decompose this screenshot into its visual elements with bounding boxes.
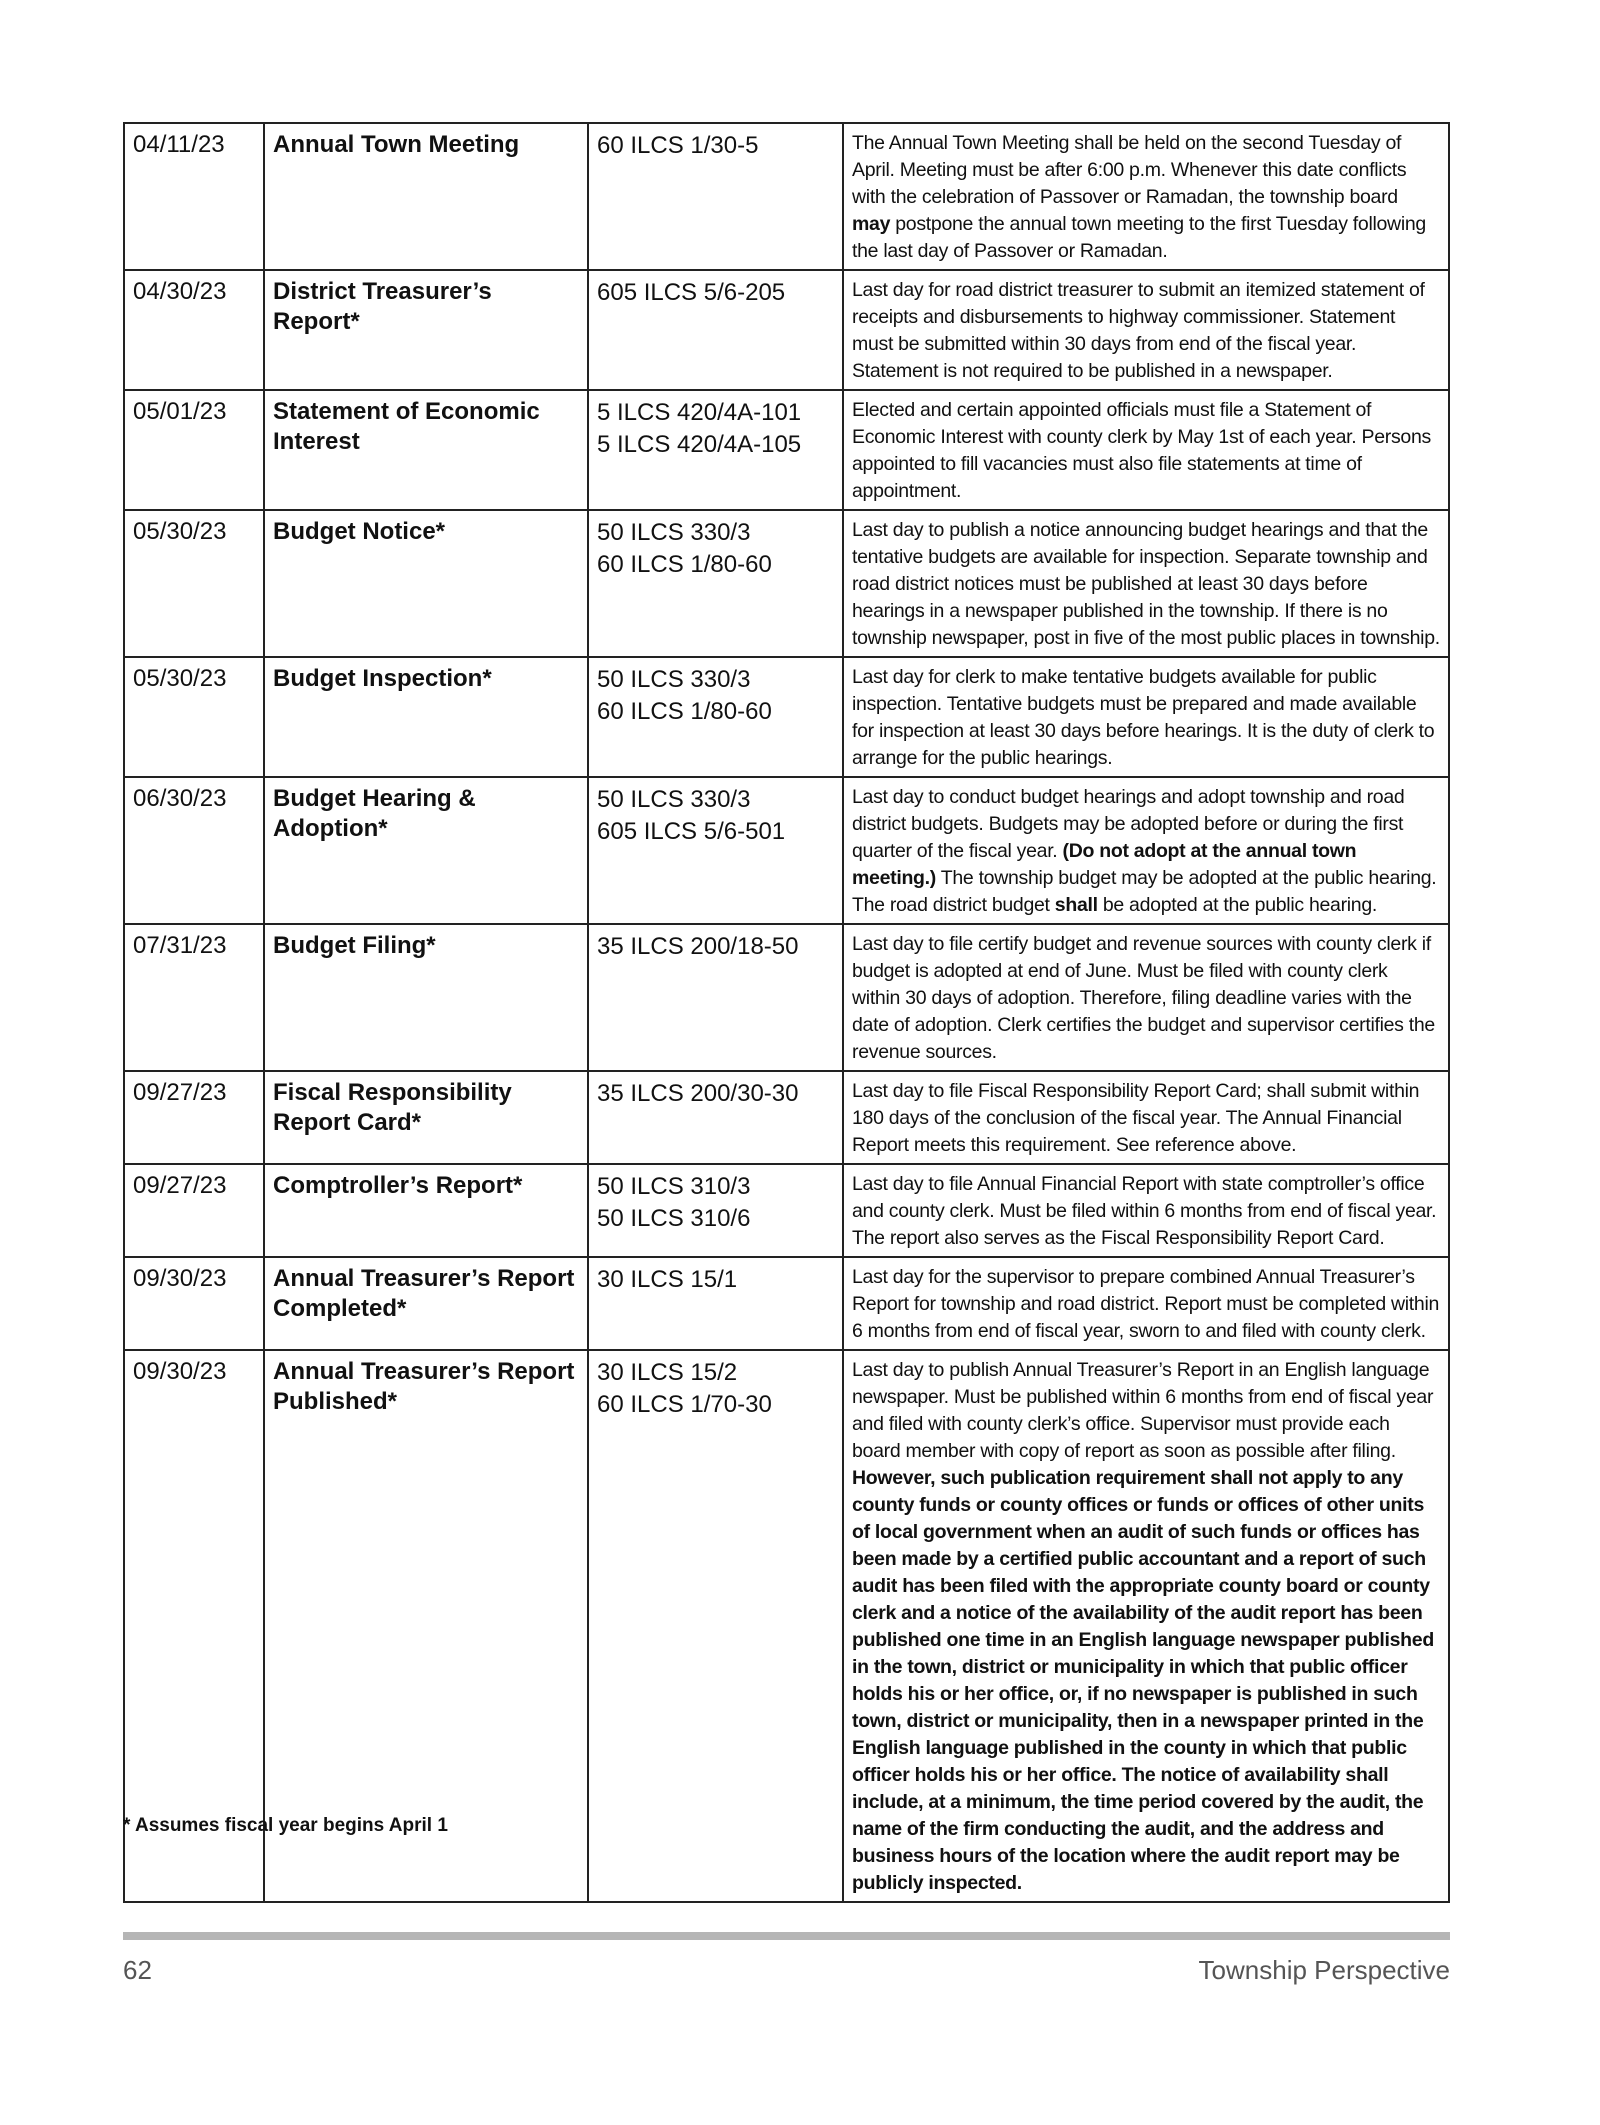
statute-citation: [588, 1350, 843, 1902]
deadline-description: Last day to file certify budget and revenue sources with county clerk if budget is adopted at end of June. Must be filed with county clerk within 30 days of adoption. Therefore, filing deadline varies with the date of adoption. Clerk certifies the budget and supervisor certifies the revenue sources.: [843, 924, 1449, 1071]
statute-citation: [588, 1164, 843, 1257]
table-row: [124, 390, 1449, 510]
deadline-date: 09/30/23: [124, 1350, 264, 1902]
description-emphasis: may: [852, 213, 891, 235]
table-row: [124, 1164, 1449, 1257]
deadline-description: Last day for the supervisor to prepare combined Annual Treasurer’s Report for township and road district. Report must be completed within 6 months from end of fiscal year, sworn to and filed with county clerk.: [843, 1257, 1449, 1350]
citation-line: 5 ILCS 420/4A-101: [597, 399, 802, 426]
table-row: [124, 270, 1449, 390]
statute-citation: [588, 924, 843, 1071]
deadline-title: Statement of Economic Interest: [264, 390, 588, 510]
citation-line: 35 ILCS 200/30-30: [597, 1080, 799, 1107]
citation-line: 35 ILCS 200/18-50: [597, 933, 799, 960]
citation-line: 605 ILCS 5/6-501: [597, 818, 786, 845]
citation-line: 5 ILCS 420/4A-105: [597, 431, 802, 458]
deadline-date: 09/27/23: [124, 1071, 264, 1164]
deadline-description: Last day to file Annual Financial Report with state comptroller’s office and county clerk. Must be filed within 6 months from end of fiscal year. The report also serves as the Fiscal Responsibility Report Card.: [843, 1164, 1449, 1257]
citation-line: 60 ILCS 1/30-5: [597, 132, 759, 159]
deadline-date: 09/30/23: [124, 1257, 264, 1350]
description-emphasis: (Do not adopt at the annual town meeting.): [852, 840, 1357, 889]
description-emphasis: shall: [1054, 894, 1098, 916]
deadline-date: 07/31/23: [124, 924, 264, 1071]
deadlines-table: [123, 122, 1450, 1903]
deadline-description: Last day for road district treasurer to submit an itemized statement of receipts and disbursements to highway commissioner. Statement must be submitted within 30 days from end of the fiscal year. Statement is not required to be published in a newspaper.: [843, 270, 1449, 390]
table-row: [124, 510, 1449, 657]
citation-line: 60 ILCS 1/80-60: [597, 698, 772, 725]
deadline-description: [843, 1350, 1449, 1902]
description-text: postpone the annual town meeting to the first Tuesday following the last day of Passover or Ramadan.: [852, 213, 1426, 262]
deadline-title: Budget Filing*: [264, 924, 588, 1071]
citation-line: 50 ILCS 330/3: [597, 666, 751, 693]
statute-citation: [588, 390, 843, 510]
citation-line: 30 ILCS 15/2: [597, 1359, 738, 1386]
citation-line: 60 ILCS 1/70-30: [597, 1391, 772, 1418]
statute-citation: [588, 657, 843, 777]
statute-citation: [588, 1071, 843, 1164]
deadline-date: 05/30/23: [124, 510, 264, 657]
deadline-title: Budget Hearing & Adoption*: [264, 777, 588, 924]
deadline-title: Fiscal Responsibility Report Card*: [264, 1071, 588, 1164]
table-row: [124, 657, 1449, 777]
deadline-description: Last day to publish a notice announcing budget hearings and that the tentative budgets are available for inspection. Separate township and road district notices must be published at least 30 days before hearings in a newspaper published in the township. If there is no township newspaper, post in five of the most public places in township.: [843, 510, 1449, 657]
fiscal-year-footnote: * Assumes fiscal year begins April 1: [123, 1815, 448, 1836]
footer-divider: [123, 1932, 1450, 1940]
citation-line: 30 ILCS 15/1: [597, 1266, 738, 1293]
deadline-date: 04/30/23: [124, 270, 264, 390]
citation-line: 50 ILCS 310/6: [597, 1205, 751, 1232]
table-row: [124, 123, 1449, 270]
deadline-title: District Treasurer’s Report*: [264, 270, 588, 390]
statute-citation: [588, 777, 843, 924]
publication-name: Township Perspective: [1198, 1955, 1450, 1985]
deadline-description: Last day to file Fiscal Responsibility Report Card; shall submit within 180 days of the conclusion of the fiscal year. The Annual Financial Report meets this requirement. See reference above.: [843, 1071, 1449, 1164]
deadline-description: Last day for clerk to make tentative budgets available for public inspection. Tentative budgets must be prepared and made available for inspection at least 30 days before hearings. It is the duty of clerk to arrange for the public hearings.: [843, 657, 1449, 777]
table-row: [124, 1071, 1449, 1164]
deadline-date: 05/30/23: [124, 657, 264, 777]
citation-line: 50 ILCS 310/3: [597, 1173, 751, 1200]
statute-citation: [588, 123, 843, 270]
deadline-date: 09/27/23: [124, 1164, 264, 1257]
statute-citation: [588, 1257, 843, 1350]
description-text: The Annual Town Meeting shall be held on the second Tuesday of April. Meeting must be after 6:00 p.m. Whenever this date conflicts with the celebration of Passover or Ramadan, the township board: [852, 132, 1407, 208]
deadline-title: Annual Treasurer’s Report Completed*: [264, 1257, 588, 1350]
table-row: [124, 1257, 1449, 1350]
deadline-title: Annual Treasurer’s Report Published*: [264, 1350, 588, 1902]
citation-line: 605 ILCS 5/6-205: [597, 279, 786, 306]
citation-line: 60 ILCS 1/80-60: [597, 551, 772, 578]
deadline-title: Budget Inspection*: [264, 657, 588, 777]
description-emphasis: However, such publication requirement shall not apply to any county funds or county offices or funds or offices of other units of local government when an audit of such funds or offices has been made by a certified public accountant and a report of such audit has been filed with the appropriate county board or county clerk and a notice of the availability of the audit report has been published one time in an English language newspaper published in the town, district or municipality in which that public officer holds his or her office, or, if no newspaper is published in such town, district or municipality, then in a newspaper printed in the English language published in the county in which that public officer holds his or her office. The notice of availability shall include, at a minimum, the time period covered by the audit, the name of the firm conducting the audit, and the address and business hours of the location where the audit report may be publicly inspected.: [852, 1467, 1434, 1894]
deadline-description: Elected and certain appointed officials must file a Statement of Economic Interest with county clerk by May 1st of each year. Persons appointed to fill vacancies must also file statements at time of appointment.: [843, 390, 1449, 510]
table-row: [124, 924, 1449, 1071]
deadline-date: 04/11/23: [124, 123, 264, 270]
deadline-description: [843, 777, 1449, 924]
statute-citation: [588, 510, 843, 657]
deadline-description: [843, 123, 1449, 270]
deadline-title: Budget Notice*: [264, 510, 588, 657]
description-text: The township budget may be adopted at the public hearing. The road district budget: [852, 867, 1437, 916]
citation-line: 50 ILCS 330/3: [597, 786, 751, 813]
citation-line: 50 ILCS 330/3: [597, 519, 751, 546]
statute-citation: [588, 270, 843, 390]
description-text: Last day to conduct budget hearings and adopt township and road district budgets. Budgets may be adopted before or during the first quarter of the fiscal year.: [852, 786, 1405, 862]
description-text: Last day to publish Annual Treasurer’s Report in an English language newspaper. Must be published within 6 months from end of fiscal year and filed with county clerk’s office. Supervisor must provide each board member with copy of report as soon as possible after filing.: [852, 1359, 1434, 1462]
page-number: 62: [123, 1955, 152, 1985]
deadline-date: 06/30/23: [124, 777, 264, 924]
table-row: [124, 777, 1449, 924]
deadline-title: Comptroller’s Report*: [264, 1164, 588, 1257]
description-text: be adopted at the public hearing.: [1097, 894, 1378, 916]
deadline-date: 05/01/23: [124, 390, 264, 510]
deadline-title: Annual Town Meeting: [264, 123, 588, 270]
